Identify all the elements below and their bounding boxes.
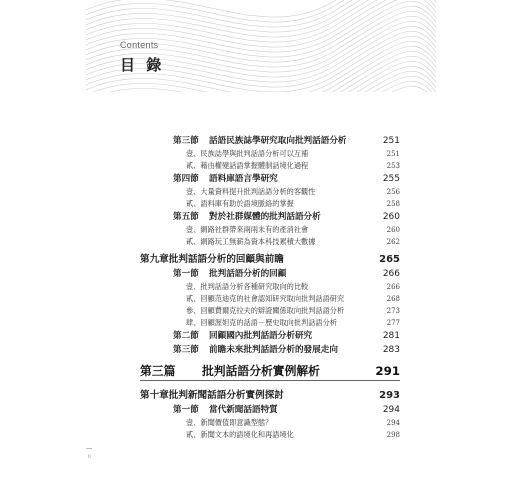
toc-entry-page: 253 xyxy=(386,162,400,170)
toc-entry-title: 語料庫語言學研究 xyxy=(209,174,278,184)
toc-entry-number: 第一節 xyxy=(173,405,199,415)
toc-entry-sec xyxy=(140,267,400,281)
toc-entry-number: 第四節 xyxy=(173,174,199,184)
toc-entry-number: 第十章 xyxy=(140,390,169,401)
toc-entry-title: 批判新聞話語分析實例探討 xyxy=(168,390,284,401)
toc-entry-number: 第五節 xyxy=(173,212,199,222)
toc-entry-sub xyxy=(140,186,400,198)
toc-entry-title: 壹、大量資料提升批判話語分析的客觀性 xyxy=(186,187,316,196)
toc-entry-title: 壹、批判話語分析各種研究取向的比較 xyxy=(186,282,309,291)
page-title: 目 錄 xyxy=(120,56,165,74)
toc-entry-page: 255 xyxy=(382,174,400,184)
toc-entry-title: 批判話語分析的回顧 xyxy=(209,269,287,279)
toc-entry-title: 批判話語分析實例解析 xyxy=(202,364,320,378)
toc-entry-title: 貳、網路玩工無薪為資本科技累積大數據 xyxy=(186,237,316,246)
toc-entry-title: 壹、網路社群帶來兩兩未有的產消社會 xyxy=(186,225,309,234)
toc-entry-sec xyxy=(140,172,400,186)
table-of-contents xyxy=(140,134,400,441)
page-number: ii xyxy=(88,454,91,460)
toc-entry-title: 當代新聞話語特質 xyxy=(209,405,278,415)
toc-entry-sub xyxy=(140,417,400,429)
toc-entry-page: 281 xyxy=(382,331,400,341)
toc-entry-title: 貳、回顧范迪克的社會認知研究取向批判話語研究 xyxy=(186,294,345,303)
toc-entry-title: 壹、民族誌學與批判話語分析可以互補 xyxy=(186,149,309,158)
toc-entry-chap xyxy=(140,252,400,267)
contents-label: Contents xyxy=(120,40,159,50)
toc-entry-title: 貳、新聞文本的語境化和再語境化 xyxy=(186,430,294,439)
toc-entry-title: 批判話語分析的回顧與前瞻 xyxy=(168,254,284,265)
toc-entry-title: 話語民族誌學研究取向批判話語分析 xyxy=(209,136,347,146)
toc-entry-page: 266 xyxy=(382,269,400,279)
toc-entry-page: 258 xyxy=(386,200,400,208)
toc-entry-page: 293 xyxy=(379,390,400,401)
toc-entry-sec xyxy=(140,343,400,357)
toc-entry-sub xyxy=(140,236,400,248)
toc-entry-sec xyxy=(140,329,400,343)
toc-entry-sub xyxy=(140,224,400,236)
toc-entry-title: 壹、新聞價值即意識型態？ xyxy=(186,418,273,427)
toc-entry-page: 256 xyxy=(386,188,400,196)
toc-entry-page: 265 xyxy=(379,254,400,265)
toc-entry-number: 第九章 xyxy=(140,254,169,265)
toc-entry-number: 第三篇 xyxy=(140,364,176,378)
toc-entry-sub xyxy=(140,198,400,210)
toc-entry-sub xyxy=(140,148,400,160)
toc-entry-sec xyxy=(140,210,400,224)
toc-entry-part xyxy=(140,362,400,381)
toc-entry-number: 第二節 xyxy=(173,331,199,341)
toc-entry-page: 294 xyxy=(382,405,400,415)
toc-entry-sub xyxy=(140,305,400,317)
toc-entry-title: 肆、回顧渥妲克的話語－歷史取向批判話語分析 xyxy=(186,318,337,327)
toc-entry-title: 貳、語料庫有助於語境脈絡的掌握 xyxy=(186,199,294,208)
toc-entry-page: 294 xyxy=(386,419,400,427)
toc-entry-sub xyxy=(140,160,400,172)
folio-rule xyxy=(86,448,92,449)
toc-entry-page: 260 xyxy=(386,226,400,234)
toc-entry-title: 參、回顧費爾克拉夫的辯證關係取向批判話語分析 xyxy=(186,306,345,315)
toc-entry-sec xyxy=(140,134,400,148)
toc-entry-sub xyxy=(140,281,400,293)
toc-entry-title: 回顧國內批判話語分析研究 xyxy=(209,331,313,341)
toc-entry-page: 283 xyxy=(382,345,400,355)
toc-entry-page: 262 xyxy=(386,238,400,246)
toc-entry-sub xyxy=(140,293,400,305)
toc-entry-sec xyxy=(140,403,400,417)
toc-entry-page: 260 xyxy=(382,212,400,222)
toc-entry-sub xyxy=(140,429,400,441)
toc-entry-page: 251 xyxy=(382,136,400,146)
toc-entry-chap xyxy=(140,388,400,403)
toc-entry-title: 對於社群媒體的批判話語分析 xyxy=(209,212,321,222)
toc-entry-number: 第一節 xyxy=(173,269,199,279)
toc-entry-sub xyxy=(140,317,400,329)
toc-entry-page: 298 xyxy=(386,431,400,439)
toc-entry-number: 第三節 xyxy=(173,345,199,355)
toc-entry-page: 251 xyxy=(386,150,400,158)
toc-entry-page: 266 xyxy=(386,283,400,291)
toc-entry-page: 291 xyxy=(375,364,400,378)
toc-entry-page: 273 xyxy=(386,307,400,315)
toc-entry-page: 277 xyxy=(386,319,400,327)
toc-entry-title: 貳、藉由權變話語掌握體制話境化過程 xyxy=(186,161,309,170)
toc-entry-title: 前瞻未來批判話語分析的發展走向 xyxy=(209,345,338,355)
toc-entry-number: 第三節 xyxy=(173,136,199,146)
toc-entry-page: 268 xyxy=(386,295,400,303)
